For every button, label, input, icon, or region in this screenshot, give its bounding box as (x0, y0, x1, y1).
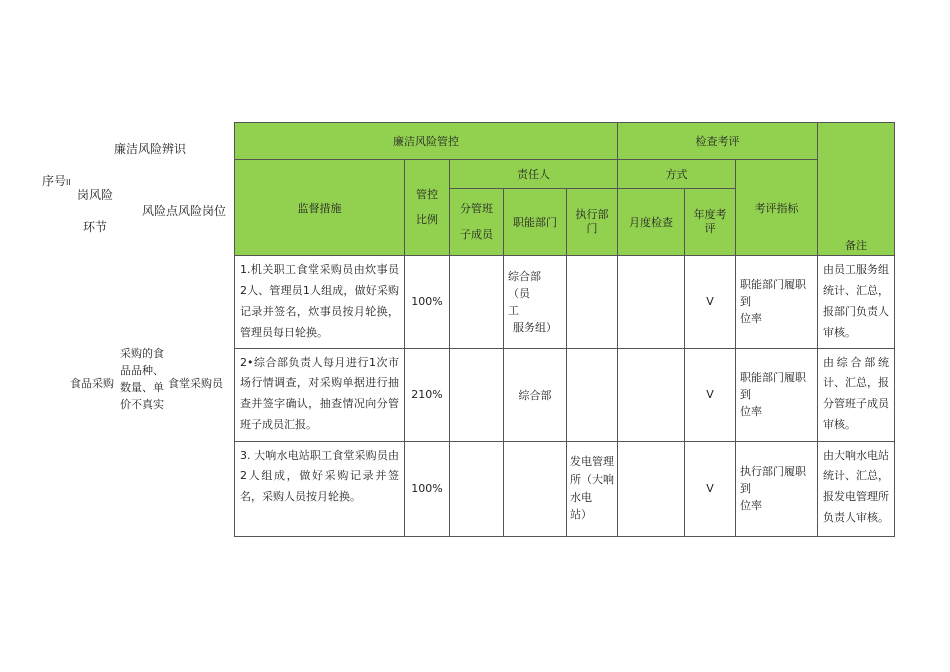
row-indicator (736, 441, 818, 536)
header-lianjie-guankong: 廉洁风险管控 (235, 123, 618, 160)
row-zhineng: 综合部 (504, 348, 567, 441)
row-annual: V (685, 348, 736, 441)
row-indicator-line: 职能部门履职 (740, 278, 807, 292)
row-indicator-line: 到 (740, 295, 752, 309)
risk-point-line: 价不真实 (120, 398, 164, 412)
header-guankong-bili (405, 160, 450, 256)
header-jiandu-cuoshi: 监督措施 (235, 160, 405, 256)
row-annual: V (685, 256, 736, 349)
row-indicator (736, 348, 818, 441)
row-indicator-line: 到 (740, 482, 752, 496)
row-indicator (736, 256, 818, 349)
row-annual: V (685, 441, 736, 536)
header-jiancha-kaoping: 检查考评 (618, 123, 818, 160)
shipin-caigou-label: 食品采购 (70, 377, 114, 390)
row-monthly (618, 256, 685, 349)
row-indicator-line: 到 (740, 388, 752, 402)
row-fenguan (450, 256, 504, 349)
row-measure: 2•综合部负责人每月进行1次市场行情调查，对采购单据进行抽查并签字确认，抽查情况向分管班子成员汇报。 (235, 348, 405, 441)
row-zhixing-line: 站） (570, 508, 592, 522)
header-fangshi: 方式 (618, 160, 736, 189)
header-zhixing-bumen (567, 189, 618, 256)
row-remark: 由员工服务组统计、汇总，报部门负责人审核。 (818, 256, 895, 349)
row-indicator-line: 执行部门履职 (740, 464, 807, 478)
row-zhineng (504, 441, 567, 536)
row-remark: 由综合部统计、汇总，报分管班子成员审核。 (818, 348, 895, 441)
table-row (235, 256, 895, 349)
huanjie-label: 环节 (83, 220, 108, 234)
row-fenguan (450, 441, 504, 536)
table-row (235, 348, 895, 441)
header-zhixing-bumen-line: 执行部 (575, 207, 609, 221)
header-yuedu-jiancha: 月度检查 (618, 189, 685, 256)
row-zhixing (567, 348, 618, 441)
row-ratio: 210% (405, 348, 450, 441)
row-fenguan (450, 348, 504, 441)
xuhao-label (42, 172, 71, 190)
header-kaoping-zhibiao: 考评指标 (736, 160, 818, 256)
row-monthly (618, 348, 685, 441)
header-fenguan (450, 189, 504, 256)
row-measure: 1.机关职工食堂采购员由炊事员2人、管理员1人组成，做好采购记录并签名，炊事员按月轮换，管理员每日轮换。 (235, 256, 405, 349)
risk-control-table (234, 122, 895, 537)
xuhao-mark: II (66, 178, 71, 187)
lianjie-bianshi-label: 廉洁风险辨识 (114, 142, 187, 156)
header-beizhu: 备注 (818, 123, 895, 256)
header-row-1 (235, 123, 895, 160)
row-zhineng-line: 工 (508, 303, 519, 317)
header-niandu-kaoping-line: 评 (704, 222, 716, 235)
row-indicator-line: 位率 (740, 499, 763, 513)
header-fenguan-line: 分管班 (460, 201, 493, 215)
xuhao-text: 序号 (42, 174, 67, 188)
header-guankong-bili-line: 比例 (416, 212, 438, 226)
table-row (235, 441, 895, 536)
risk-point-line: 品品种、 (120, 364, 164, 378)
fengxian-gangwei-label: 风险点风险岗位 (142, 204, 227, 218)
risk-point-block (120, 345, 164, 413)
row-zhixing-line: 水电 (570, 490, 592, 504)
header-fenguan-line: 子成员 (460, 228, 493, 241)
row-zhixing-line: 所（大响 (570, 472, 614, 486)
row-ratio: 100% (405, 441, 450, 536)
row-ratio: 100% (405, 256, 450, 349)
row-zhineng (504, 256, 567, 349)
row-zhineng-line: 综合部（员 (508, 269, 541, 300)
header-niandu-kaoping (685, 189, 736, 256)
gangwei-label: 食堂采购员 (168, 377, 223, 390)
row-zhixing (567, 256, 618, 349)
row-zhixing-line: 发电管理 (570, 455, 614, 469)
gang-fengxian-label: 岗风险 (77, 188, 114, 202)
risk-point-line: 数量、单 (120, 381, 164, 395)
row-zhixing (567, 441, 618, 536)
risk-point-line: 采购的食 (120, 347, 164, 360)
row-indicator-line: 位率 (740, 405, 763, 419)
row-indicator-line: 位率 (740, 312, 763, 326)
header-zhixing-bumen-line: 门 (586, 222, 598, 235)
header-zhineng-bumen: 职能部门 (504, 189, 567, 256)
row-remark: 由大响水电站统计、汇总，报发电管理所负责人审核。 (818, 441, 895, 536)
row-zhineng-line: 服务组） (513, 320, 557, 334)
header-niandu-kaoping-line: 年度考 (693, 207, 727, 221)
header-row-2 (235, 160, 895, 189)
header-zerenren: 责任人 (450, 160, 618, 189)
header-guankong-bili-line: 管控 (416, 188, 438, 202)
row-measure: 3. 大响水电站职工食堂采购员由2人组成，做好采购记录并签名，采购人员按月轮换。 (235, 441, 405, 536)
row-monthly (618, 441, 685, 536)
row-indicator-line: 职能部门履职 (740, 370, 807, 384)
